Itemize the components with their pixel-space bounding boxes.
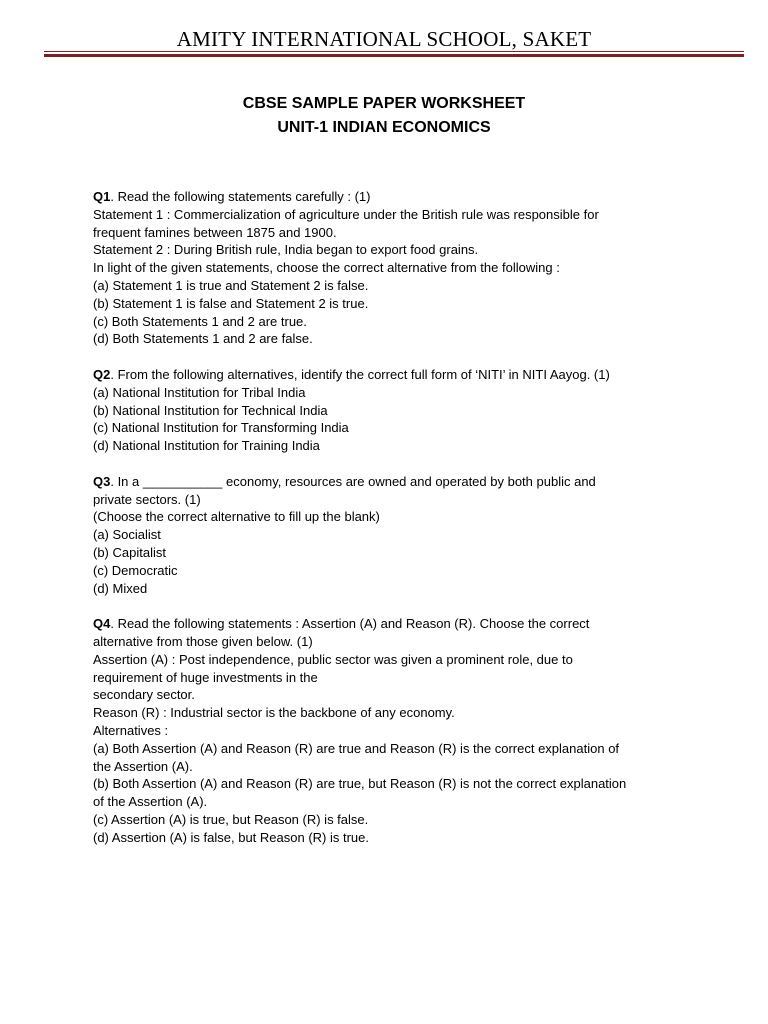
question-line: (a) Both Assertion (A) and Reason (R) are true and Reason (R) is the correct explanation of — [93, 740, 620, 756]
question-line: secondary sector. — [93, 687, 195, 703]
question-text: . In a ___________ economy, resources are owned and operated by both public and — [110, 473, 596, 489]
question-line: private sectors. (1) — [93, 491, 201, 507]
question-line: (d) Mixed — [93, 580, 148, 596]
question-line: of the Assertion (A). — [93, 794, 208, 810]
question-line: (a) Socialist — [93, 527, 161, 543]
worksheet-title: CBSE SAMPLE PAPER WORKSHEET — [242, 95, 526, 112]
question-line: (b) Both Assertion (A) and Reason (R) are true, but Reason (R) is not the correct explanation — [93, 776, 627, 792]
question-line: (c) Both Statements 1 and 2 are true. — [93, 313, 307, 329]
question-number: Q3 — [93, 473, 111, 489]
question-3 — [93, 473, 693, 598]
question-line: In light of the given statements, choose the correct alternative from the following : — [93, 260, 560, 276]
question-text: . Read the following statements carefully : (1) — [110, 189, 371, 204]
question-1 — [93, 188, 693, 348]
question-line: the Assertion (A). — [93, 758, 193, 774]
question-stem — [93, 188, 693, 206]
unit-title: UNIT-1 INDIAN ECONOMICS — [277, 119, 491, 136]
question-spacer — [93, 455, 693, 473]
question-spacer — [93, 348, 693, 366]
question-stem — [93, 366, 693, 384]
question-line: requirement of huge investments in the — [93, 669, 318, 685]
question-line: (d) National Institution for Training India — [93, 438, 320, 454]
question-number: Q4 — [93, 616, 111, 632]
question-line: (d) Assertion (A) is false, but Reason (R) is true. — [93, 829, 369, 845]
question-line: (c) Democratic — [93, 562, 178, 578]
question-text: . Read the following statements : Assertion (A) and Reason (R). Choose the correct — [110, 616, 590, 632]
question-line: (b) National Institution for Technical India — [93, 402, 328, 418]
question-line: Reason (R) : Industrial sector is the backbone of any economy. — [93, 705, 455, 721]
question-line: (b) Statement 1 is false and Statement 2 is true. — [93, 295, 369, 311]
question-line: (a) Statement 1 is true and Statement 2 is false. — [93, 277, 369, 293]
header-rule-thick — [44, 54, 744, 57]
question-2 — [93, 366, 693, 455]
header-rule-thin — [44, 51, 744, 52]
question-text: . From the following alternatives, identify the correct full form of ‘NITI’ in NITI Aayog. (1) — [110, 366, 610, 382]
question-stem — [93, 473, 693, 491]
school-name: AMITY INTERNATIONAL SCHOOL, SAKET — [176, 27, 592, 51]
question-4 — [93, 615, 693, 846]
question-line: (c) Assertion (A) is true, but Reason (R) is false. — [93, 811, 369, 827]
question-line: (a) National Institution for Tribal India — [93, 384, 306, 400]
question-line: (b) Capitalist — [93, 544, 166, 560]
question-stem — [93, 615, 693, 633]
question-line: frequent famines between 1875 and 1900. — [93, 224, 337, 240]
question-line: Statement 1 : Commercialization of agriculture under the British rule was responsible for — [93, 206, 599, 222]
questions-section — [93, 188, 693, 846]
question-line: Statement 2 : During British rule, India began to export food grains. — [93, 242, 479, 258]
question-number: Q2 — [93, 366, 111, 382]
question-line: (d) Both Statements 1 and 2 are false. — [93, 331, 313, 347]
question-line: (c) National Institution for Transforming India — [93, 420, 349, 436]
question-line: alternative from those given below. (1) — [93, 633, 313, 649]
question-line: Assertion (A) : Post independence, public sector was given a prominent role, due to — [93, 651, 573, 667]
question-spacer — [93, 597, 693, 615]
question-number: Q1 — [93, 189, 111, 204]
question-line: Alternatives : — [93, 722, 169, 738]
question-line: (Choose the correct alternative to fill up the blank) — [93, 509, 380, 525]
